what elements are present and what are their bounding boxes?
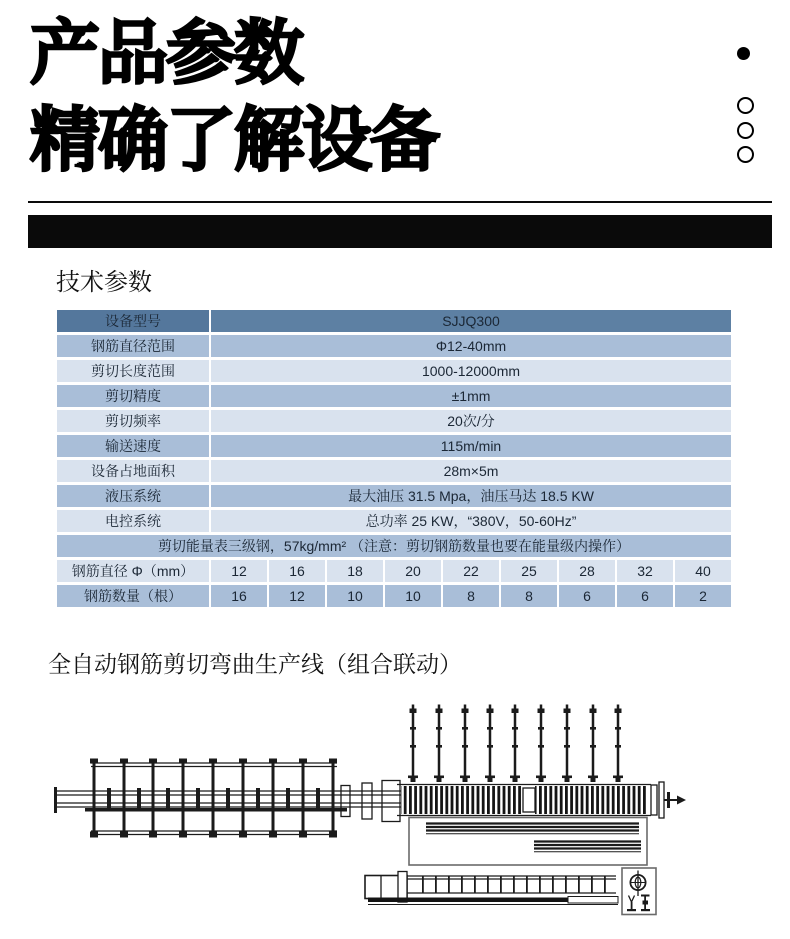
hero-title [30,10,438,184]
table-row [57,410,731,432]
bender-detail-inset [622,868,656,915]
quantity-cell: 8 [501,585,557,607]
quantity-cell: 6 [617,585,673,607]
support-stalks [408,705,623,783]
table-row [57,335,731,357]
quantity-cell: 16 [211,585,267,607]
spec-value: 28m×5m [211,460,731,482]
production-line-heading: 全自动钢筋剪切弯曲生产线（组合联动） [48,651,462,677]
spec-value: 总功率 25 KW，“380V，50-60Hz” [211,510,731,532]
spec-value: 115m/min [211,435,731,457]
diameter-cell: 28 [559,560,615,582]
hollow-dot-icon [737,146,754,163]
spec-table [57,310,731,610]
filled-dot-icon [737,47,750,60]
divider-bar [28,215,772,248]
spec-label: 电控系统 [57,510,209,532]
spec-label: 设备占地面积 [57,460,209,482]
quantity-cell: 6 [559,585,615,607]
spec-value: Φ12-40mm [211,335,731,357]
hero-title-line1: 产品参数 [30,14,302,92]
table-row [57,435,731,457]
spec-label: 钢筋数量（根） [57,585,209,607]
output-conveyor [365,872,618,905]
table-row [57,510,731,532]
spec-label: 剪切精度 [57,385,209,407]
table-row [57,385,731,407]
spec-value: ±1mm [211,385,731,407]
table-row-model [57,310,731,332]
spec-value: 20次/分 [211,410,731,432]
spec-value: 最大油压 31.5 Mpa，油压马达 18.5 KW [211,485,731,507]
quantity-cell: 8 [443,585,499,607]
divider-line [28,201,772,203]
table-row [57,460,731,482]
transition-couplers [341,781,400,822]
spec-value: 1000-12000mm [211,360,731,382]
production-line-drawing-icon [45,700,755,935]
spec-label: 剪切长度范围 [57,360,209,382]
quantity-cell: 10 [385,585,441,607]
diameter-cell: 40 [675,560,731,582]
table-row-diameter [57,560,731,582]
hollow-dot-icon [737,97,754,114]
spec-label: 输送速度 [57,435,209,457]
diameter-cell: 20 [385,560,441,582]
hero-title-line2: 精确了解设备 [30,101,438,179]
spec-label: 钢筋直径范围 [57,335,209,357]
table-row [57,485,731,507]
quantity-cell: 12 [269,585,325,607]
spec-label: 设备型号 [57,310,209,332]
spec-label: 钢筋直径 Φ（mm） [57,560,209,582]
hollow-dot-icon [737,122,754,139]
table-row [57,360,731,382]
hatch-panel [409,818,647,866]
feed-rack [54,759,401,838]
cutting-machine [397,782,686,818]
table-row-quantity [57,585,731,607]
spec-label: 剪切频率 [57,410,209,432]
diameter-cell: 16 [269,560,325,582]
diameter-cell: 18 [327,560,383,582]
shear-capacity-note: 剪切能量表三级钢，57kg/mm² （注意：剪切钢筋数量也要在能量级内操作） [57,535,731,557]
table-row-note [57,535,731,557]
diameter-cell: 25 [501,560,557,582]
quantity-cell: 10 [327,585,383,607]
diameter-cell: 22 [443,560,499,582]
tech-params-heading: 技术参数 [56,269,152,296]
spec-label: 液压系统 [57,485,209,507]
diameter-cell: 32 [617,560,673,582]
diameter-cell: 12 [211,560,267,582]
quantity-cell: 2 [675,585,731,607]
spec-value: SJJQ300 [211,310,731,332]
